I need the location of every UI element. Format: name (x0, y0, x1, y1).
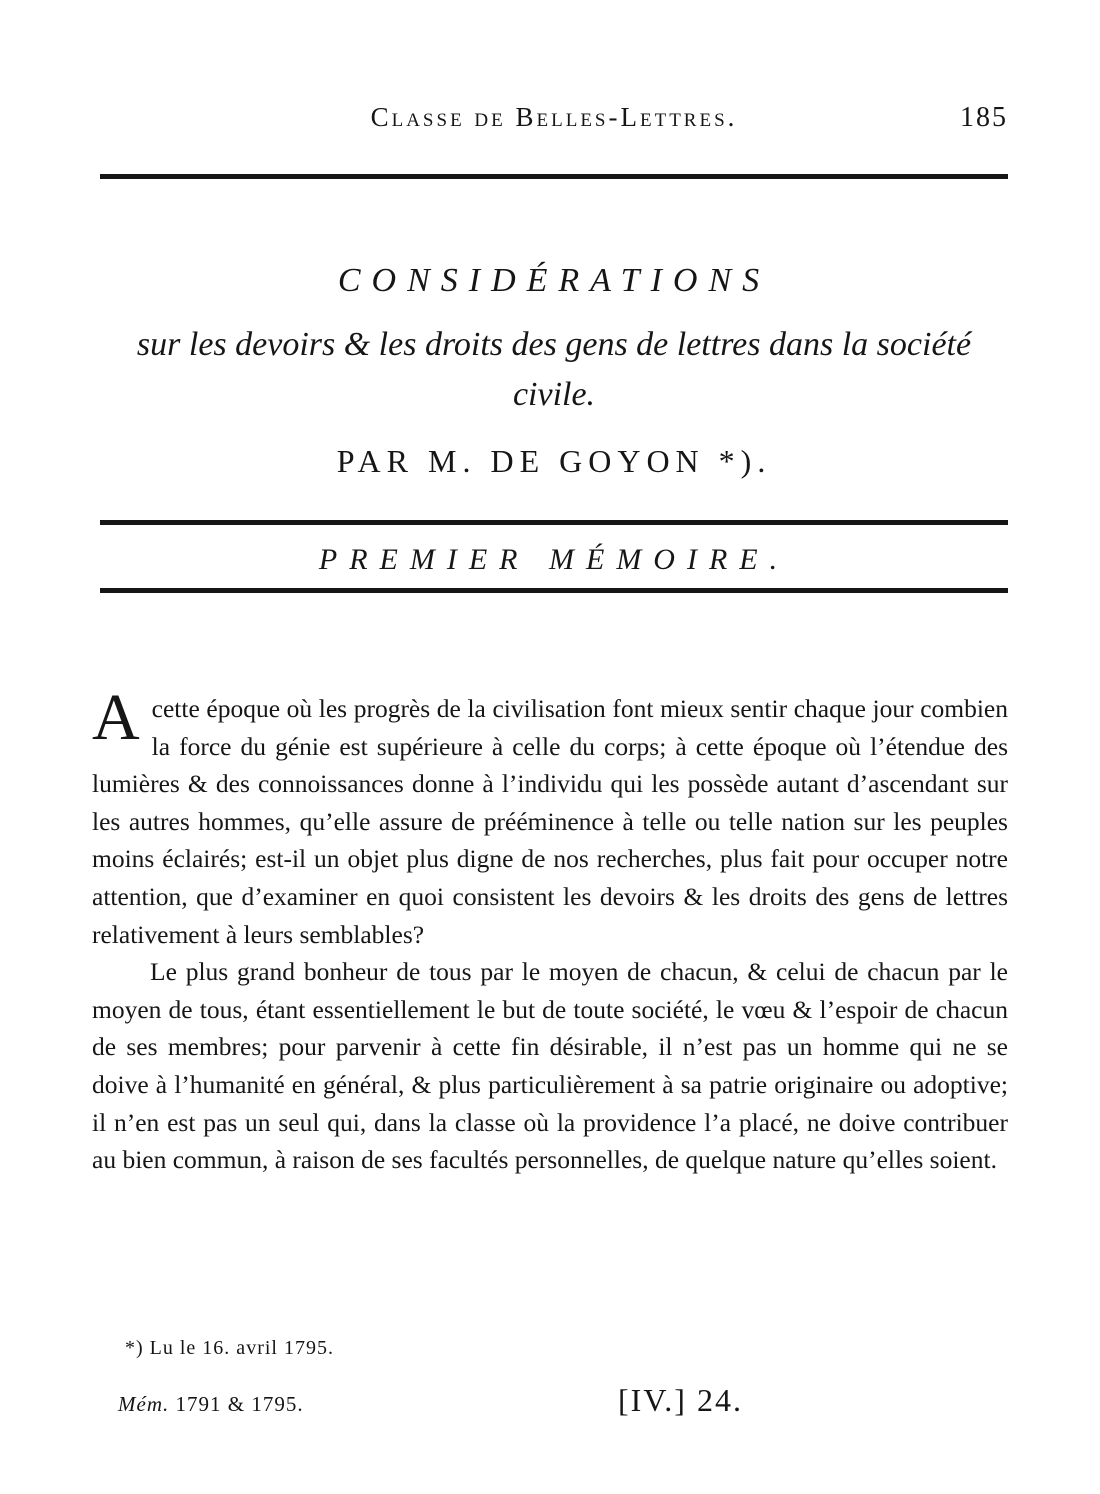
drop-cap: A (92, 681, 140, 754)
section-rule-bottom (100, 588, 1008, 593)
footer-mem-label: Mém. (118, 1392, 170, 1416)
main-title: CONSIDÉRATIONS (337, 262, 771, 299)
printer-signature: [IV.] 24. (618, 1382, 743, 1418)
section-heading: PREMIER MÉMOIRE. (318, 543, 790, 576)
header-rule (100, 174, 1008, 179)
running-head (100, 102, 1008, 142)
footnote: *) Lu le 16. avril 1795. (125, 1337, 334, 1359)
paragraph-1 (92, 681, 1008, 953)
body-text (92, 681, 1008, 1179)
subtitle: sur les devoirs & les droits des gens de lettres dans la société civile. (136, 326, 972, 413)
footer-years: 1791 & 1795. (175, 1392, 304, 1416)
paragraph-2: Le plus grand bonheur de tous par le moyen de chacun, & celui de chacun par le moyen de tous, étant essentiellement le but de toute société, le vœu & l’espoir de chacun de ses membres; pour parvenir à cette fin désirable, il n’est pas un homme qui ne se doive à l’humanité en général, & plus particulièrement à sa patrie originaire ou adoptive; il n’en est pas un seul qui, dans la classe où la providence l’a placé, ne doive contribuer au bien commun, à raison de ses facultés personnelles, de quelque nature qu’elles soient. (92, 957, 1008, 1175)
footer-citation (118, 1392, 304, 1417)
paragraph-1-text: cette époque où les progrès de la civilisation font mieux sentir chaque jour combien la force du génie est supérieure à celle du corps; à cette époque où l’étendue des lumières & des connoissances donne à l’individu qui les possède autant d’ascendant sur les autres hommes, qu’elle assure de prééminence à telle ou telle nation sur les peuples moins éclairés; est-il un objet plus digne de nos recherches, plus fait pour occuper notre attention, que d’examiner en quoi consistent les devoirs & les droits des gens de lettres relativement à leurs semblables? (92, 694, 1008, 949)
running-title: Classe de Belles-Lettres. (370, 102, 738, 132)
author-line: PAR M. DE GOYON *). (336, 443, 772, 479)
page-number: 185 (960, 102, 1008, 133)
section-rule-top (100, 520, 1008, 525)
